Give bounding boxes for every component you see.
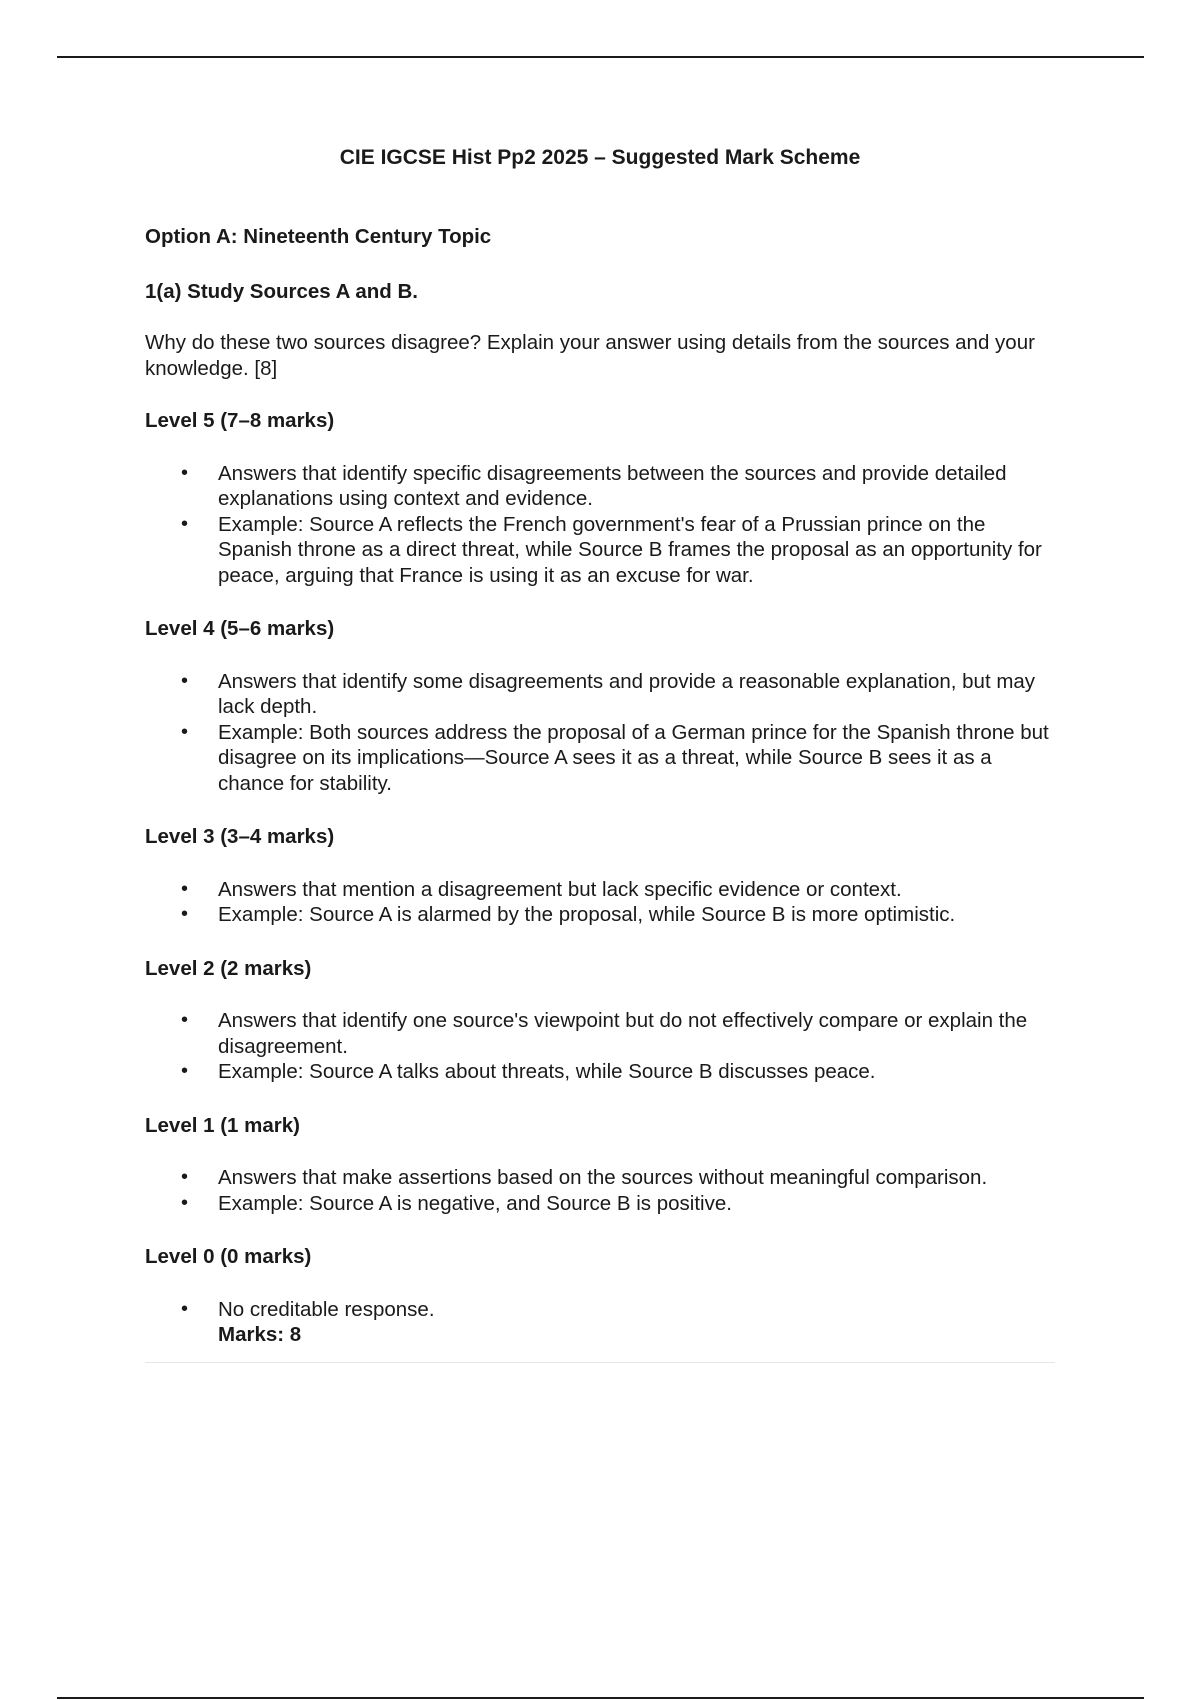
mark-scheme-body (145, 224, 1055, 1363)
question-prompt: Why do these two sources disagree? Explain your answer using details from the sources and your knowledge. [8] (145, 331, 1035, 380)
level-3-point-2: • Example: Source A is alarmed by the proposal, while Source B is more optimistic. (145, 902, 1055, 928)
footer-rule (57, 1697, 1144, 1699)
level-3-point-1: • Answers that mention a disagreement but lack specific evidence or context. (145, 877, 1055, 903)
level-0-point-text: No creditable response. (218, 1297, 435, 1321)
section-end-rule (145, 1362, 1055, 1363)
level-0-points (145, 1297, 1055, 1348)
level-4-point-1: • Answers that identify some disagreements and provide a reasonable explanation, but may lack depth. (145, 669, 1055, 720)
level-3-heading: Level 3 (3–4 marks) (145, 825, 335, 848)
level-0-point-1 (145, 1297, 1055, 1348)
level-1-point-2: • Example: Source A is negative, and Source B is positive. (145, 1191, 1055, 1217)
level-2-points (145, 1008, 1055, 1085)
level-4-points (145, 669, 1055, 797)
level-1-heading: Level 1 (1 mark) (145, 1113, 300, 1137)
level-2-point-1: • Answers that identify one source's viewpoint but do not effectively compare or explain the disagreement. (145, 1008, 1055, 1059)
header-rule (57, 56, 1144, 58)
document-title: CIE IGCSE Hist Pp2 2025 – Suggested Mark Scheme (339, 146, 861, 169)
level-3-points (145, 877, 1055, 928)
level-2-point-2: • Example: Source A talks about threats, while Source B discusses peace. (145, 1059, 1055, 1085)
marks-total: Marks: 8 (218, 1323, 302, 1346)
level-5-points (145, 461, 1055, 589)
level-4-heading: Level 4 (5–6 marks) (145, 617, 335, 640)
level-4-point-2: • Example: Both sources address the proposal of a German prince for the Spanish throne but disagree on its implications—Source A sees it as a threat, while Source B sees it as a chance for stability. (145, 720, 1055, 797)
question-heading: 1(a) Study Sources A and B. (145, 279, 419, 303)
option-heading: Option A: Nineteenth Century Topic (145, 225, 492, 248)
level-2-heading: Level 2 (2 marks) (145, 956, 312, 980)
level-1-points (145, 1165, 1055, 1216)
level-5-point-2: • Example: Source A reflects the French government's fear of a Prussian prince on the Spanish throne as a direct threat, while Source B frames the proposal as an opportunity for peace, arguing that France is using it as an excuse for war. (145, 512, 1055, 589)
level-5-heading: Level 5 (7–8 marks) (145, 409, 335, 432)
level-0-heading: Level 0 (0 marks) (145, 1245, 312, 1268)
level-1-point-1: • Answers that make assertions based on the sources without meaningful comparison. (145, 1165, 1055, 1191)
level-5-point-1: • Answers that identify specific disagreements between the sources and provide detailed explanations using context and evidence. (145, 461, 1055, 512)
